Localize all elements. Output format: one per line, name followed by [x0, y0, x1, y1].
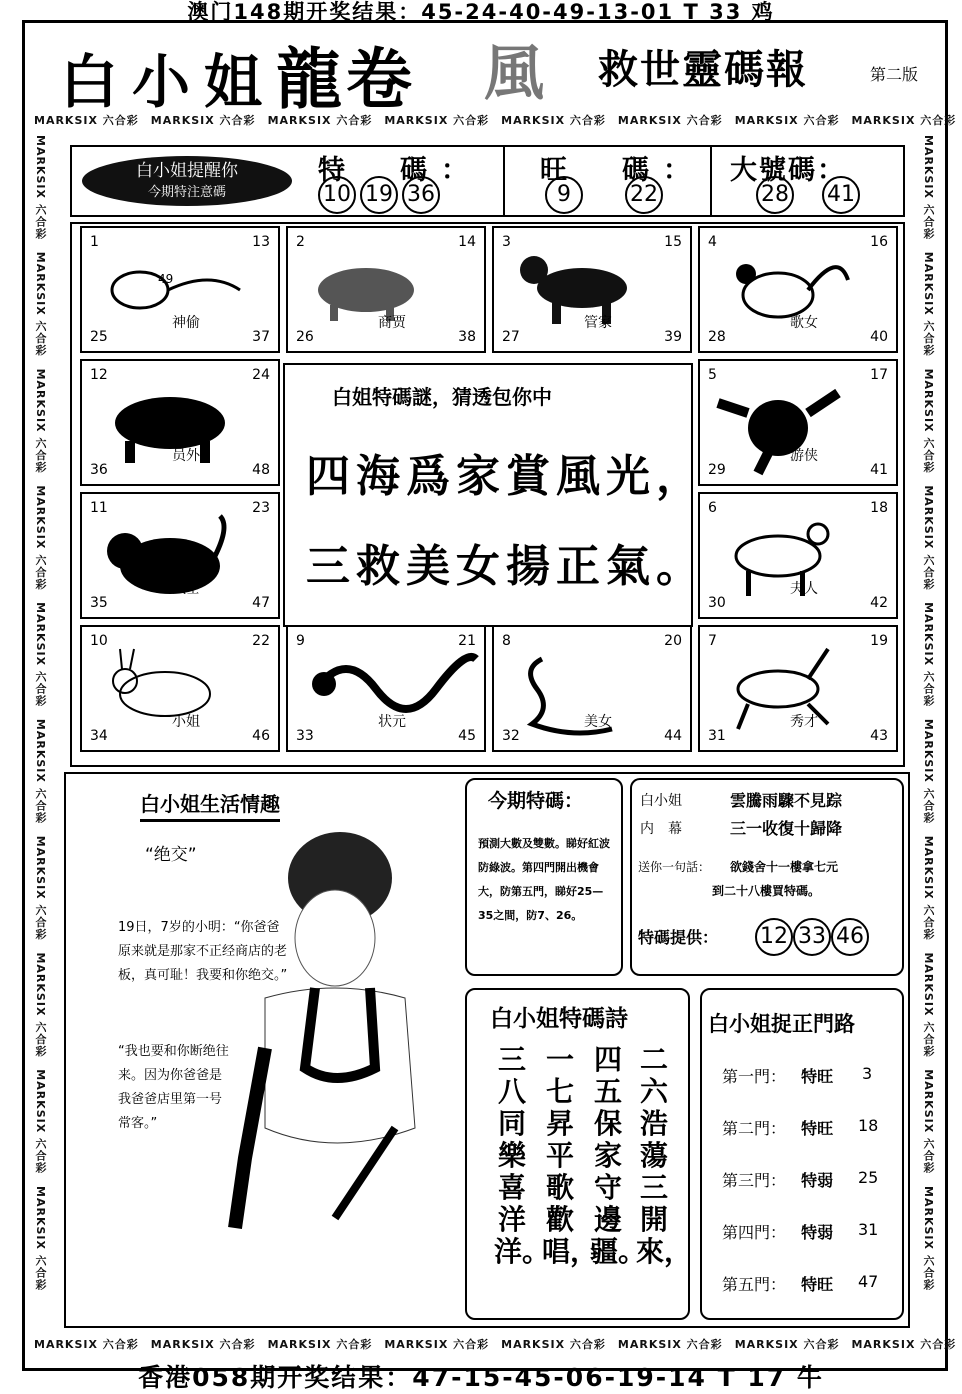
send-label: 送你一句話：: [638, 860, 711, 874]
reminder-bubble: [82, 156, 292, 206]
zodiac-number: 45: [458, 728, 476, 744]
zodiac-number: 13: [252, 234, 270, 250]
inside-line-2: 三一收復十歸降: [730, 819, 843, 838]
zodiac-name: 管家: [584, 315, 612, 331]
zodiac-number: 39: [664, 329, 682, 345]
poem-column: 一七昇平歌歡唱，: [542, 1043, 599, 1268]
zodiac-name: 秀才: [790, 714, 818, 730]
gate-row: [722, 1220, 879, 1243]
zodiac-number: 8: [502, 633, 511, 649]
gate-number: 47: [858, 1272, 879, 1291]
edition-label: 第二版: [870, 65, 919, 84]
zodiac-cell-tiger: [80, 492, 280, 619]
zodiac-number: 27: [502, 329, 520, 345]
life-title: 白小姐生活情趣: [140, 788, 280, 822]
gate-label: 第二門：: [722, 1119, 787, 1138]
gate-row: [722, 1064, 873, 1087]
da-hao-ma-numbers: [756, 176, 864, 214]
border-strip-left: MARKSIX 六合彩 MARKSIX 六合彩 MARKSIX 六合彩 MARKSIX 六合彩 MARKSIX 六合彩 MARKSIX 六合彩 MARKSIX 六合彩 MARKSIX 六合彩 MARKSIX 六合彩 MARKSIX 六合彩: [34, 135, 47, 1291]
gate-status: 特弱: [801, 1223, 834, 1242]
zodiac-number: 33: [296, 728, 314, 744]
zodiac-number: 46: [252, 728, 270, 744]
gate-number: 31: [858, 1220, 879, 1239]
zodiac-number: 24: [252, 367, 270, 383]
zodiac-number: 35: [90, 595, 108, 611]
te-ma-number: 19: [360, 176, 398, 214]
riddle-caption: 白姐特碼謎，猜透包你中: [332, 385, 552, 409]
zodiac-number: 4: [708, 234, 717, 250]
te-ma-number: 36: [402, 176, 440, 214]
zodiac-number: 48: [252, 462, 270, 478]
zodiac-number: 1: [90, 234, 99, 250]
title-feng: 風: [484, 39, 546, 109]
zodiac-number: 7: [708, 633, 717, 649]
zodiac-name: 歌女: [790, 315, 818, 331]
title-sub: 救世靈碼報: [598, 46, 808, 93]
da-hao-ma-label: 大號碼：: [730, 155, 846, 186]
gate-number: 25: [858, 1168, 879, 1187]
this-period-title: 今期特碼：: [488, 790, 584, 812]
zodiac-cell-ox: [80, 359, 280, 486]
provide-number: 46: [831, 918, 869, 956]
reminder-line1: 白小姐提醒你: [136, 161, 238, 181]
zodiac-number: 15: [664, 234, 682, 250]
gate-number: 3: [862, 1064, 873, 1083]
provide-label: 特碼提供：: [638, 928, 719, 947]
zodiac-cell-horse: [698, 625, 898, 752]
te-ma-number: 10: [318, 176, 356, 214]
zodiac-name: 美女: [584, 714, 612, 730]
zodiac-cell-rat: [80, 226, 280, 353]
zodiac-cell-snake: [492, 625, 692, 752]
zodiac-number: 20: [664, 633, 682, 649]
te-ma-label: 特 碼：: [318, 155, 482, 186]
poem-column: 四五保家守邊疆。: [590, 1043, 647, 1268]
gate-number: 18: [858, 1116, 879, 1135]
zodiac-number: 6: [708, 500, 717, 516]
zodiac-badge: 49: [158, 272, 174, 286]
zodiac-number: 36: [90, 462, 108, 478]
da-hao-ma-number: 28: [756, 176, 794, 214]
zodiac-name: 游侠: [790, 448, 818, 464]
divider: [710, 147, 712, 215]
zodiac-number: 32: [502, 728, 520, 744]
provide-number: 12: [755, 918, 793, 956]
zodiac-number: 11: [90, 500, 108, 516]
zodiac-cell-rabbit: [80, 625, 280, 752]
zodiac-number: 26: [296, 329, 314, 345]
te-ma-numbers: [318, 176, 444, 214]
zodiac-number: 42: [870, 595, 888, 611]
zodiac-number: 37: [252, 329, 270, 345]
title-name: 白小姐: [60, 48, 277, 116]
zodiac-name: 状元: [378, 714, 406, 730]
zodiac-cell-monkey: [698, 359, 898, 486]
zodiac-number: 41: [870, 462, 888, 478]
gate-label: 第四門：: [722, 1223, 787, 1242]
poem-column: 三八同樂喜洋洋。: [494, 1043, 551, 1268]
zodiac-cell-rooster: [698, 226, 898, 353]
woman-photo: [205, 828, 455, 1248]
wang-ma-number: 9: [545, 176, 583, 214]
gate-label: 第三門：: [722, 1171, 787, 1190]
zodiac-number: 10: [90, 633, 108, 649]
zodiac-name: 商贾: [378, 315, 406, 331]
border-strip-bottom: MARKSIX 六合彩 MARKSIX 六合彩 MARKSIX 六合彩 MARKSIX 六合彩 MARKSIX 六合彩 MARKSIX 六合彩 MARKSIX 六合彩 MARKSIX 六合彩: [34, 1338, 957, 1351]
zodiac-number: 22: [252, 633, 270, 649]
zodiac-name: 夫人: [790, 581, 818, 597]
zodiac-cell-dragon: [286, 625, 486, 752]
zodiac-number: 17: [870, 367, 888, 383]
send-text-2: 到二十八樓買特碼。: [712, 884, 821, 898]
zodiac-number: 34: [90, 728, 108, 744]
inside-label-2: 内 幕: [640, 821, 682, 837]
life-subtitle: “绝交”: [145, 845, 197, 865]
bottom-lottery-result: 香港058期开奖结果：47-15-45-06-19-14 T 17 牛: [138, 1363, 824, 1392]
send-text-1: 欲錢舍十一樓拿七元: [730, 860, 839, 874]
zodiac-number: 30: [708, 595, 726, 611]
riddle-line-2: 三救美女揚正氣。: [306, 541, 706, 592]
provide-numbers: [755, 918, 869, 956]
zodiac-name: 武士: [172, 581, 200, 597]
zodiac-name: 员外: [172, 448, 200, 464]
riddle-line-1: 四海爲家賞風光，: [306, 451, 706, 502]
poem-column: 二六浩蕩三開來，: [636, 1043, 693, 1268]
title-long-juan: 龍卷: [276, 40, 417, 118]
zodiac-number: 3: [502, 234, 511, 250]
zodiac-number: 25: [90, 329, 108, 345]
zodiac-number: 40: [870, 329, 888, 345]
this-period-text: 預測大數及雙數。睇好紅波防綠波。第四門開出機會大，防第五門，睇好25—35之間，防7、26。: [478, 837, 610, 922]
zodiac-cell-dog: [492, 226, 692, 353]
zodiac-number: 16: [870, 234, 888, 250]
zodiac-number: 23: [252, 500, 270, 516]
zodiac-number: 47: [252, 595, 270, 611]
wang-ma-number: 22: [625, 176, 663, 214]
zodiac-number: 12: [90, 367, 108, 383]
zodiac-number: 21: [458, 633, 476, 649]
border-strip-right: MARKSIX 六合彩 MARKSIX 六合彩 MARKSIX 六合彩 MARKSIX 六合彩 MARKSIX 六合彩 MARKSIX 六合彩 MARKSIX 六合彩 MARKSIX 六合彩 MARKSIX 六合彩 MARKSIX 六合彩: [922, 135, 935, 1291]
top-lottery-result: 澳门148期开奖结果：45-24-40-49-13-01 T 33 鸡: [187, 0, 775, 24]
title-main: [60, 26, 416, 121]
zodiac-number: 31: [708, 728, 726, 744]
zodiac-number: 43: [870, 728, 888, 744]
zodiac-number: 2: [296, 234, 305, 250]
zodiac-number: 19: [870, 633, 888, 649]
gate-status: 特弱: [801, 1171, 834, 1190]
zodiac-number: 38: [458, 329, 476, 345]
wang-ma-numbers: [545, 176, 667, 214]
zodiac-cell-pig: [286, 226, 486, 353]
gate-status: 特旺: [801, 1119, 834, 1138]
zodiac-number: 28: [708, 329, 726, 345]
gate-status: 特旺: [801, 1067, 834, 1086]
zodiac-number: 18: [870, 500, 888, 516]
poem-title: 白小姐特碼詩: [490, 1006, 628, 1032]
border-strip-top: MARKSIX 六合彩 MARKSIX 六合彩 MARKSIX 六合彩 MARKSIX 六合彩 MARKSIX 六合彩 MARKSIX 六合彩 MARKSIX 六合彩 MARKSIX 六合彩: [34, 114, 957, 127]
gate-status: 特旺: [801, 1275, 834, 1294]
zodiac-number: 29: [708, 462, 726, 478]
divider: [503, 147, 505, 215]
life-text-1: 19日，7岁的小明：“你爸爸原来就是那家不正经商店的老板，真可耻！我要和你绝交。”: [118, 920, 288, 983]
zodiac-number: 5: [708, 367, 717, 383]
gates-title: 白小姐捉正門路: [708, 1012, 855, 1036]
gate-row: [722, 1272, 879, 1295]
inside-label-1: 白小姐: [640, 793, 682, 809]
wang-ma-label: 旺 碼：: [540, 155, 704, 186]
provide-number: 33: [793, 918, 831, 956]
gate-label: 第五門：: [722, 1275, 787, 1294]
gate-label: 第一門：: [722, 1067, 787, 1086]
inside-line-1: 雲騰雨驟不見踪: [730, 791, 843, 810]
zodiac-name: 小姐: [172, 714, 200, 730]
zodiac-cell-goat: [698, 492, 898, 619]
zodiac-number: 9: [296, 633, 305, 649]
gate-row: [722, 1116, 879, 1139]
reminder-line2: 今期特注意碼: [147, 185, 226, 200]
gate-row: [722, 1168, 879, 1191]
life-text-2: “我也要和你断绝往来。因为你爸爸是我爸爸店里第一号常客。”: [118, 1044, 229, 1131]
zodiac-number: 14: [458, 234, 476, 250]
zodiac-number: 44: [664, 728, 682, 744]
zodiac-name: 神偷: [172, 315, 200, 331]
da-hao-ma-number: 41: [822, 176, 860, 214]
